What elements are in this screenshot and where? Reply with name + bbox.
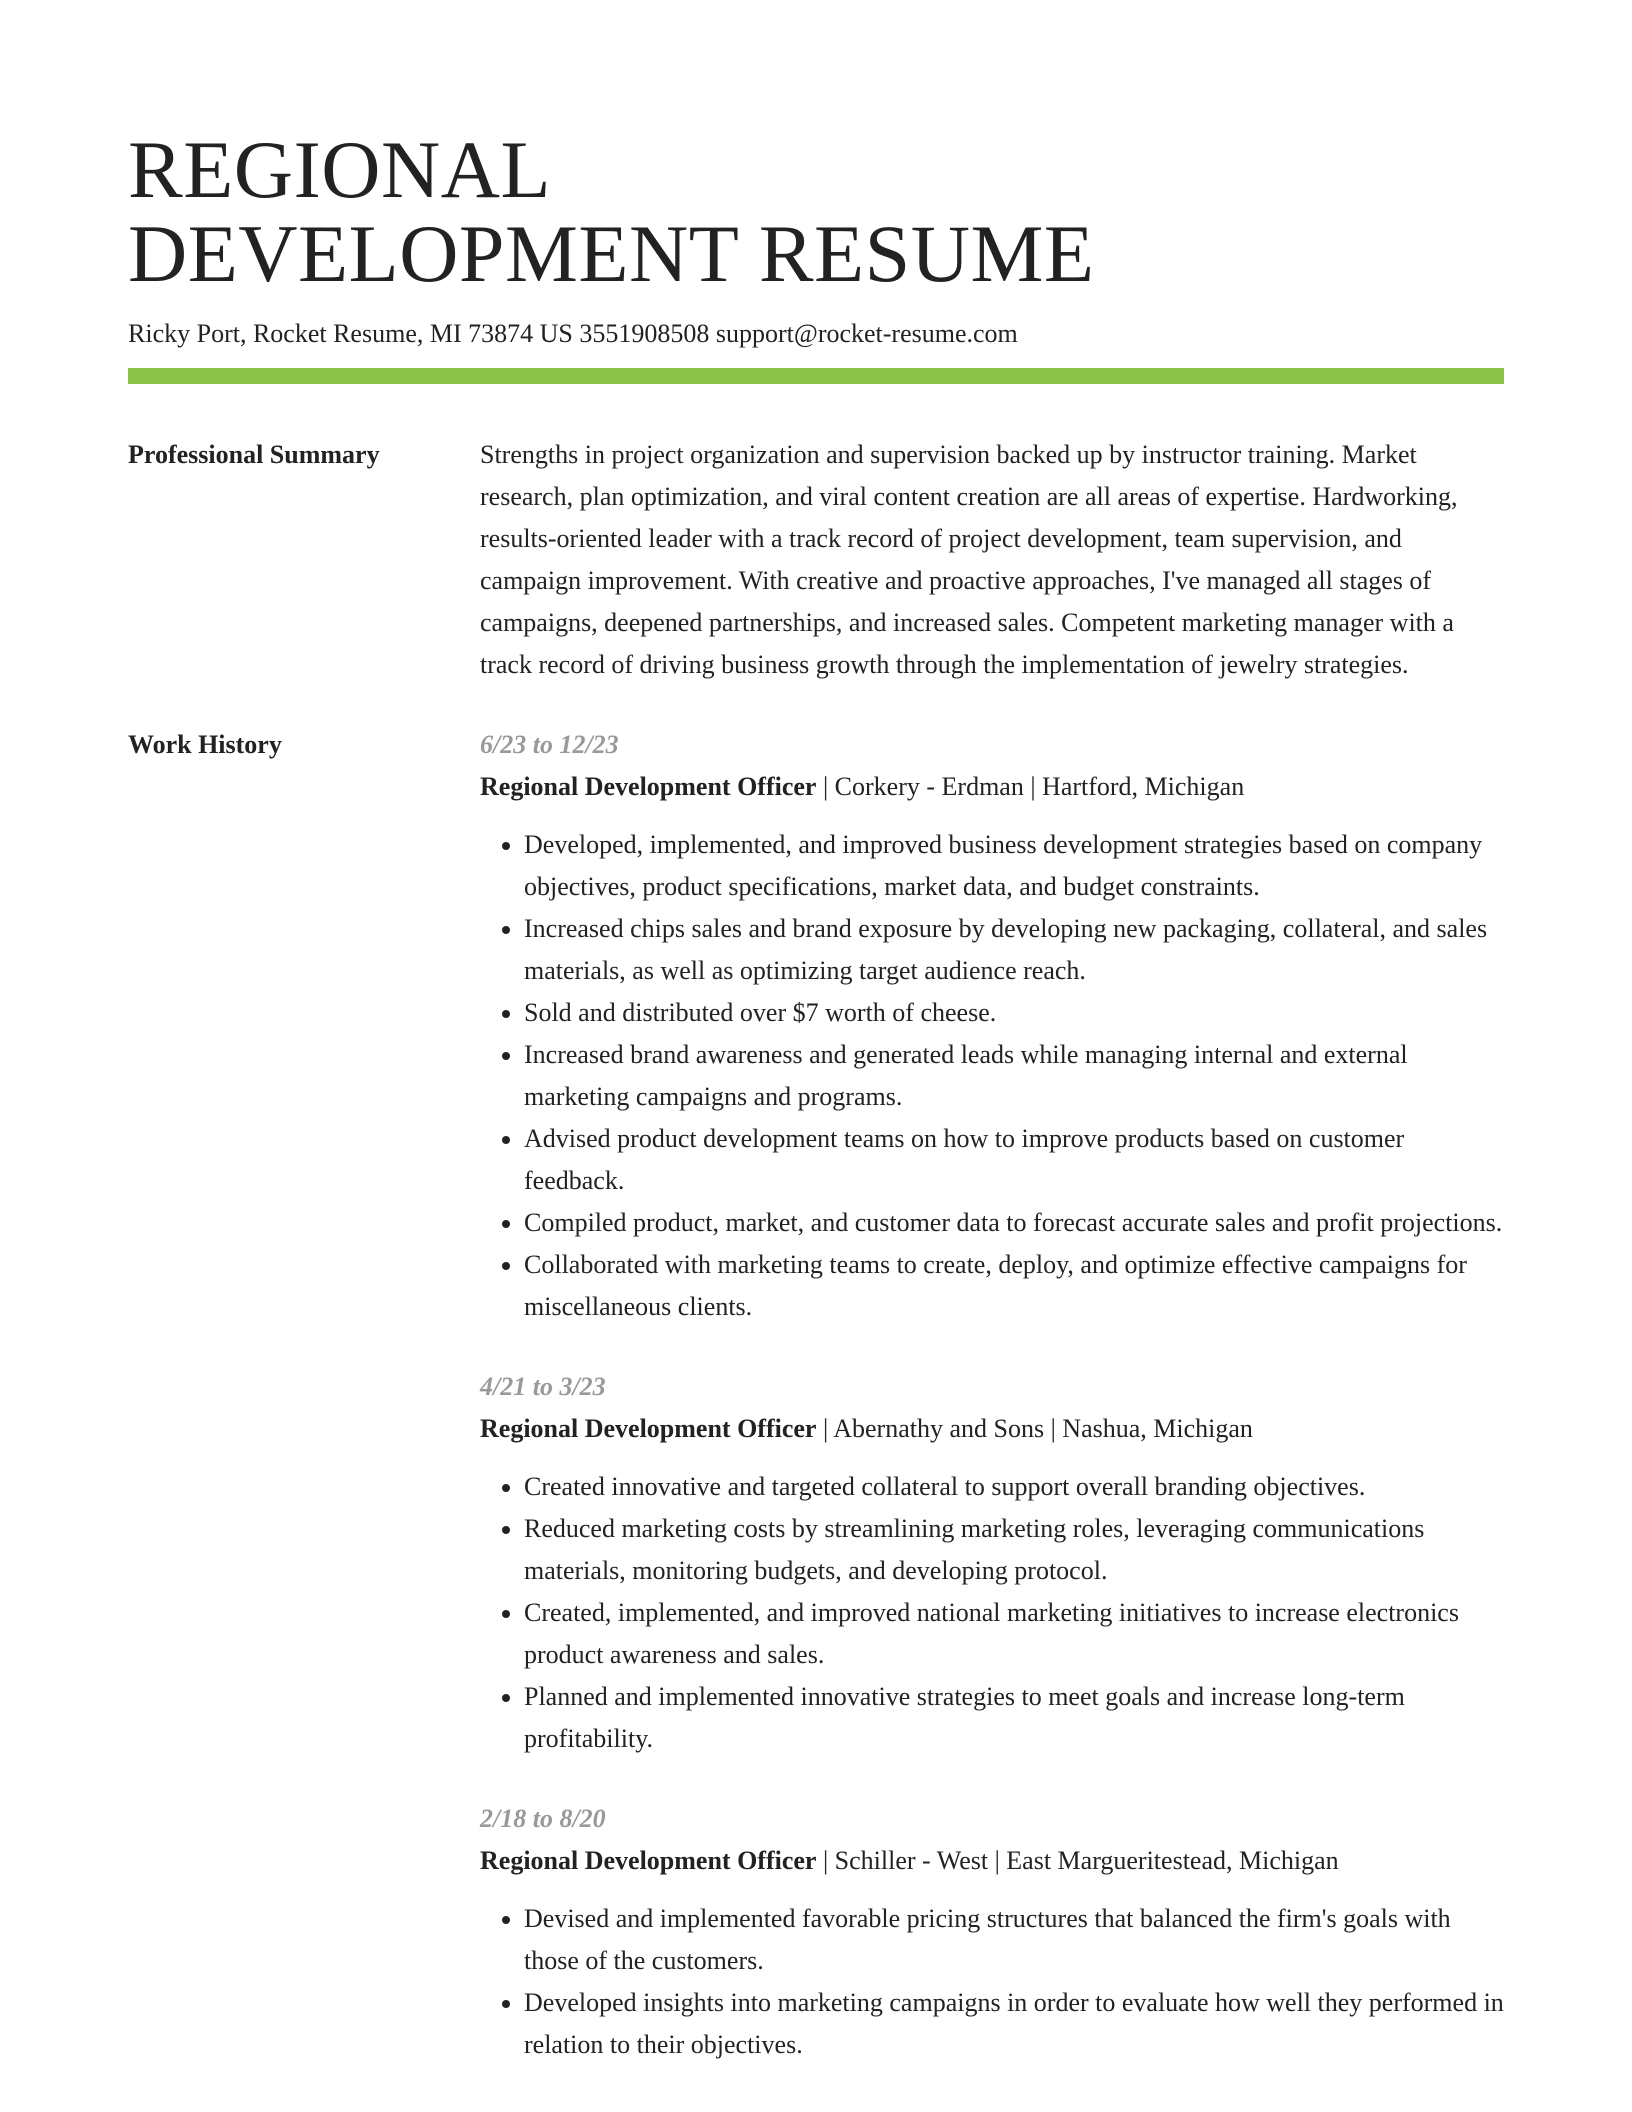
job-bullet: • Devised and implemented favorable pricing structures that balanced the firm's goals with those of the customers. [524,1898,1504,1982]
job-entry [480,724,1504,1328]
job-title: Regional Development Officer [480,1846,817,1875]
job-heading [480,1840,1504,1882]
professional-summary-section [128,434,1504,686]
accent-divider [128,368,1504,384]
resume-title-line-1: REGIONAL [128,124,552,215]
job-dates: 6/23 to 12/23 [480,730,619,759]
resume-title-line-2: DEVELOPMENT RESUME [128,208,1095,299]
resume-page [128,0,1504,2104]
job-heading [480,1408,1504,1450]
job-bullet: • Created, implemented, and improved national marketing initiatives to increase electronics product awareness and sales. [524,1592,1504,1676]
professional-summary-text: Strengths in project organization and supervision backed up by instructor training. Market research, plan optimization, and viral content creation are all areas of expertise. Hardworking, results-oriented leader with a track record of project development, team supervision, and campaign improvement. With creative and proactive approaches, I've managed all stages of campaigns, deepened partnerships, and increased sales. Competent marketing manager with a track record of driving business growth through the implementation of jewelry strategies. [480,440,1458,679]
job-bullets [480,824,1504,1328]
job-bullet: • Advised product development teams on how to improve products based on customer feedback. [524,1118,1504,1202]
job-bullet: • Reduced marketing costs by streamlining marketing roles, leveraging communications materials, monitoring budgets, and developing protocol. [524,1508,1504,1592]
professional-summary-label: Professional Summary [128,440,380,469]
job-bullets [480,1466,1504,1760]
job-bullet: • Created innovative and targeted collateral to support overall branding objectives. [524,1466,1504,1508]
job-details: | Corkery - Erdman | Hartford, Michigan [816,772,1245,801]
work-history-label: Work History [128,730,282,759]
job-dates: 2/18 to 8/20 [480,1804,606,1833]
resume-title [128,0,1504,299]
job-bullet: • Collaborated with marketing teams to create, deploy, and optimize effective campaigns for miscellaneous clients. [524,1244,1504,1328]
job-bullet: • Developed, implemented, and improved business development strategies based on company objectives, product specifications, market data, and budget constraints. [524,824,1504,908]
job-bullet: • Increased chips sales and brand exposure by developing new packaging, collateral, and sales materials, as well as optimizing target audience reach. [524,908,1504,992]
job-bullet: • Increased brand awareness and generated leads while managing internal and external marketing campaigns and programs. [524,1034,1504,1118]
job-bullets [480,1898,1504,2066]
job-details: | Abernathy and Sons | Nashua, Michigan [816,1414,1253,1443]
job-entry [480,1798,1504,2066]
contact-line: Ricky Port, Rocket Resume, MI 73874 US 3551908508 support@rocket-resume.com [128,319,1018,348]
work-history-body [480,724,1504,2104]
job-entry [480,1366,1504,1760]
job-title: Regional Development Officer [480,1414,817,1443]
job-bullet: • Sold and distributed over $7 worth of cheese. [524,992,1504,1034]
job-heading [480,766,1504,808]
job-title: Regional Development Officer [480,772,817,801]
job-bullet: • Compiled product, market, and customer data to forecast accurate sales and profit projections. [524,1202,1504,1244]
professional-summary-body [480,434,1504,686]
job-details: | Schiller - West | East Margueritestead, Michigan [816,1846,1339,1875]
work-history-section [128,724,1504,2104]
job-dates: 4/21 to 3/23 [480,1372,606,1401]
job-bullet: • Developed insights into marketing campaigns in order to evaluate how well they performed in relation to their objectives. [524,1982,1504,2066]
job-bullet: • Planned and implemented innovative strategies to meet goals and increase long-term profitability. [524,1676,1504,1760]
